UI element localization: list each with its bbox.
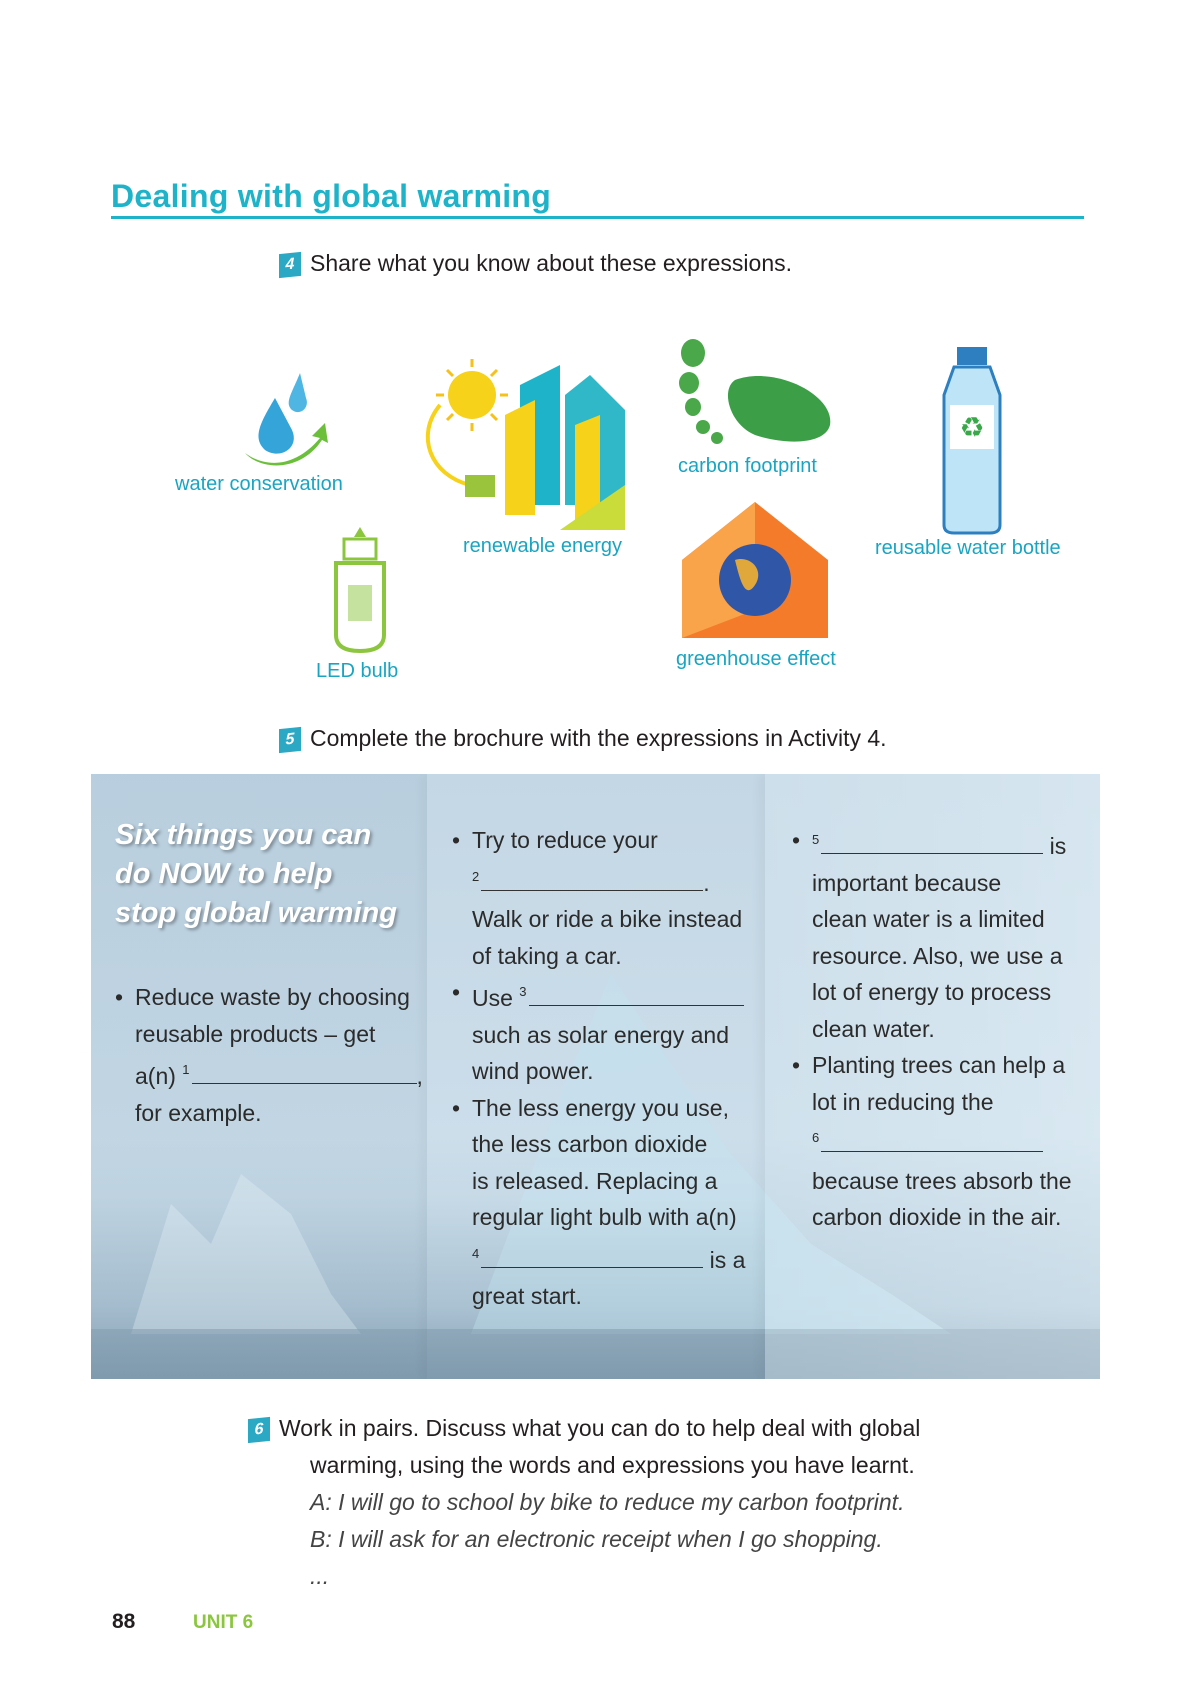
greenhouse-effect-icon bbox=[680, 500, 830, 640]
text-line: warming, using the words and expressions you have learnt. bbox=[310, 1452, 915, 1478]
example-b: B: I will ask for an electronic receipt when I go shopping. bbox=[310, 1526, 883, 1552]
unit-label: UNIT 6 bbox=[193, 1612, 254, 1633]
text-line: the less carbon dioxide bbox=[472, 1131, 708, 1157]
text-line bbox=[472, 859, 762, 902]
text-line: lot in reducing the bbox=[812, 1088, 994, 1115]
brochure-col1-text bbox=[135, 979, 425, 1131]
blank-6[interactable] bbox=[821, 1130, 1043, 1152]
blank-number: 5 bbox=[812, 832, 820, 847]
text-line bbox=[812, 822, 1100, 865]
text-line: regular light bulb with a(n) bbox=[472, 1204, 737, 1230]
brochure-title-line: do NOW to help bbox=[115, 858, 333, 890]
text-line: • The less energy you use, bbox=[472, 1090, 762, 1127]
blank-number: 4 bbox=[472, 1245, 480, 1261]
label-water-conservation: water conservation bbox=[175, 473, 343, 495]
label-reusable-water-bottle: reusable water bottle bbox=[875, 537, 1061, 559]
activity-number-badge: 4 bbox=[279, 252, 301, 278]
text-line bbox=[254, 1410, 921, 1447]
activity-instruction: Share what you know about these expressions. bbox=[310, 250, 793, 276]
activity-4 bbox=[279, 250, 792, 277]
page-number: 88 bbox=[112, 1610, 136, 1633]
label-led-bulb: LED bulb bbox=[316, 660, 399, 682]
text-line bbox=[472, 1236, 762, 1279]
water-drop-icon bbox=[240, 368, 330, 473]
text-line bbox=[812, 1120, 1100, 1163]
activity-5 bbox=[279, 725, 887, 752]
blank-number: 3 bbox=[519, 984, 527, 999]
text-line: of taking a car. bbox=[472, 942, 622, 969]
label-greenhouse-effect: greenhouse effect bbox=[676, 648, 836, 670]
blank-4[interactable] bbox=[481, 1246, 703, 1268]
text-line: lot of energy to process bbox=[812, 979, 1052, 1005]
brochure-title-line: stop global warming bbox=[115, 897, 397, 929]
led-bulb-icon bbox=[330, 525, 390, 655]
text-line bbox=[135, 1052, 425, 1095]
text-line: carbon dioxide in the air. bbox=[812, 1204, 1062, 1230]
text-line: Walk or ride a bike instead bbox=[472, 906, 743, 932]
svg-text:♻: ♻ bbox=[959, 412, 985, 443]
blank-number: 6 bbox=[812, 1130, 820, 1145]
activity-instruction: Complete the brochure with the expressions in Activity 4. bbox=[310, 725, 887, 751]
page-title: Dealing with global warming bbox=[111, 178, 552, 214]
blank-3[interactable] bbox=[529, 984, 744, 1006]
blank-number: 1 bbox=[182, 1062, 190, 1077]
brochure-col2-text bbox=[472, 822, 762, 1315]
text-line: • Reduce waste by choosing bbox=[135, 979, 425, 1016]
renewable-energy-icon bbox=[410, 355, 635, 535]
text-line: is released. Replacing a bbox=[472, 1167, 718, 1194]
text: is bbox=[1049, 833, 1067, 859]
activity-number-badge: 6 bbox=[248, 1417, 270, 1443]
brochure-col3-text bbox=[812, 822, 1100, 1236]
title-rule bbox=[111, 216, 1084, 219]
text-line: resource. Also, we use a bbox=[812, 942, 1063, 969]
reusable-water-bottle-icon bbox=[940, 345, 1005, 535]
text-line: because trees absorb the bbox=[812, 1167, 1072, 1194]
carbon-footprint-icon bbox=[675, 335, 840, 450]
text: Use bbox=[472, 985, 513, 1011]
label-carbon-footprint: carbon footprint bbox=[678, 455, 817, 477]
text: is a bbox=[709, 1246, 746, 1273]
brochure bbox=[91, 774, 1100, 1379]
text-line: clean water. bbox=[812, 1015, 935, 1042]
text: . bbox=[703, 869, 710, 896]
text-line: • Planting trees can help a bbox=[812, 1047, 1100, 1084]
text: a(n) bbox=[135, 1063, 176, 1089]
text-line bbox=[472, 974, 762, 1017]
ellipsis: ... bbox=[310, 1563, 330, 1589]
brochure-title bbox=[115, 816, 397, 933]
activity-number-badge: 5 bbox=[279, 727, 301, 753]
text-line: • Try to reduce your bbox=[472, 822, 762, 859]
text-line: clean water is a limited bbox=[812, 906, 1045, 932]
blank-2[interactable] bbox=[481, 869, 703, 891]
activity-6 bbox=[254, 1410, 921, 1595]
blank-number: 2 bbox=[472, 868, 480, 884]
brochure-title-line: Six things you can bbox=[115, 819, 372, 851]
text-line: such as solar energy and bbox=[472, 1021, 729, 1048]
example-a: A: I will go to school by bike to reduce my carbon footprint. bbox=[310, 1489, 905, 1515]
text: , bbox=[416, 1063, 423, 1089]
text-line: great start. bbox=[472, 1283, 582, 1309]
text-line: reusable products – get bbox=[135, 1020, 376, 1047]
text-line: wind power. bbox=[472, 1058, 594, 1084]
blank-1[interactable] bbox=[192, 1062, 417, 1084]
label-renewable-energy: renewable energy bbox=[463, 535, 622, 557]
activity-instruction: Work in pairs. Discuss what you can do to help deal with global bbox=[279, 1415, 921, 1441]
text-line: important because bbox=[812, 869, 1002, 896]
text-line: for example. bbox=[135, 1099, 262, 1126]
blank-5[interactable] bbox=[821, 832, 1043, 854]
